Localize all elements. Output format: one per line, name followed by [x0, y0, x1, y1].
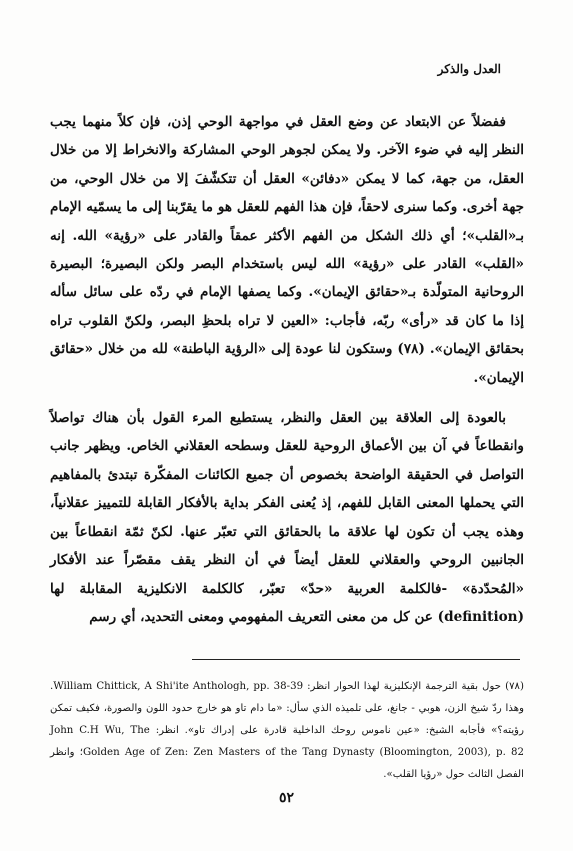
footnote-separator [192, 659, 520, 660]
footnotes [50, 676, 524, 786]
footnote-78: (٧٨) حول بقية الترجمة الإنكليزية لهذا الحوار انظر: William Chittick, A Shi'ite Anthologh, pp. 38-39. وهذا ردّ شيخ الزن، هوبي - جانغ، على تلميذه الذي سأل: «ما دام تاو هو خارج حدود اللون والصورة، فكيف تمكن رؤيته؟» فأجابه الشيخ: «عين ناموس روحك الداخلية قادرة على إدراك تاو». انظر: John C.H Wu, The Golden Age of Zen: Zen Masters of the Tang Dynasty (Bloomington, 2003), p. 82؛ وانظر الفصل الثالث حول «رؤيا القلب». [50, 681, 524, 780]
page-number: ٥٢ [278, 790, 295, 806]
paragraph-2: بالعودة إلى العلاقة بين العقل والنظر، يستطيع المرء القول بأن هناك تواصلاً وانقطاعاً في آن بين الأعماق الروحية للعقل وسطحه العقلاني الخاص. ويظهر جانب التواصل في الحقيقة الواضحة بخصوص أن جميع الكائنات المفكّرة تبتدئ بالمفاهيم التي يحملها المعنى القابل للفهم، إذ يُعنى الفكر بداية بالأفكار القابلة للتمييز عقلانياً، وهذه يجب أن تكون لها علاقة ما بالحقائق التي تعبّر عنها. لكنّ ثمّة انقطاعاً بين الجانبين الروحي والعقلاني للعقل أيضاً في أن النظر يقف مقصّراً عند الأفكار «المُحدّدة» -فالكلمة العربية «حدّ» تعبّر، كالكلمة الانكليزية المقابلة لها (definition) عن كل من معنى التعريف المفهومي ومعنى التحديد، أي رسم [50, 410, 524, 625]
running-header: العدل والذكر [437, 62, 501, 76]
paragraph-1: ففضلاً عن الابتعاد عن وضع العقل في مواجهة الوحي إذن، فإن كلاً منهما يجب النظر إليه في ضوء الآخر. ولا يمكن لجوهر الوحي المشاركة والانخراط إلا من خلال العقل، من جهة، كما لا يمكن «دفائن» العقل أن تتكشّفَ إلا من خلال الوحي، من جهة أخرى. وكما سنرى لاحقاً، فإن هذا الفهم للعقل هو ما يقرّبنا إلى ما يسمّيه الإمام بـ«القلب»؛ أي ذلك الشكل من الفهم الأكثر عمقاً والقادر على «رؤية» الله. إنه «القلب» القادر على «رؤية» الله ليس باستخدام البصر ولكن البصيرة؛ البصيرة الروحانية المتولّدة بـ«حقائق الإيمان». وكما يصفها الإمام في ردّه على سائل سأله إذا ما كان قد «رأى» ربّه، فأجاب: «العين لا تراه بلحظِ البصر، ولكنّ القلوب تراه بحقائق الإيمان». (٧٨) وستكون لنا عودة إلى «الرؤية الباطنة» لله من خلال «حقائق الإيمان». [50, 114, 524, 386]
main-text [50, 108, 524, 631]
